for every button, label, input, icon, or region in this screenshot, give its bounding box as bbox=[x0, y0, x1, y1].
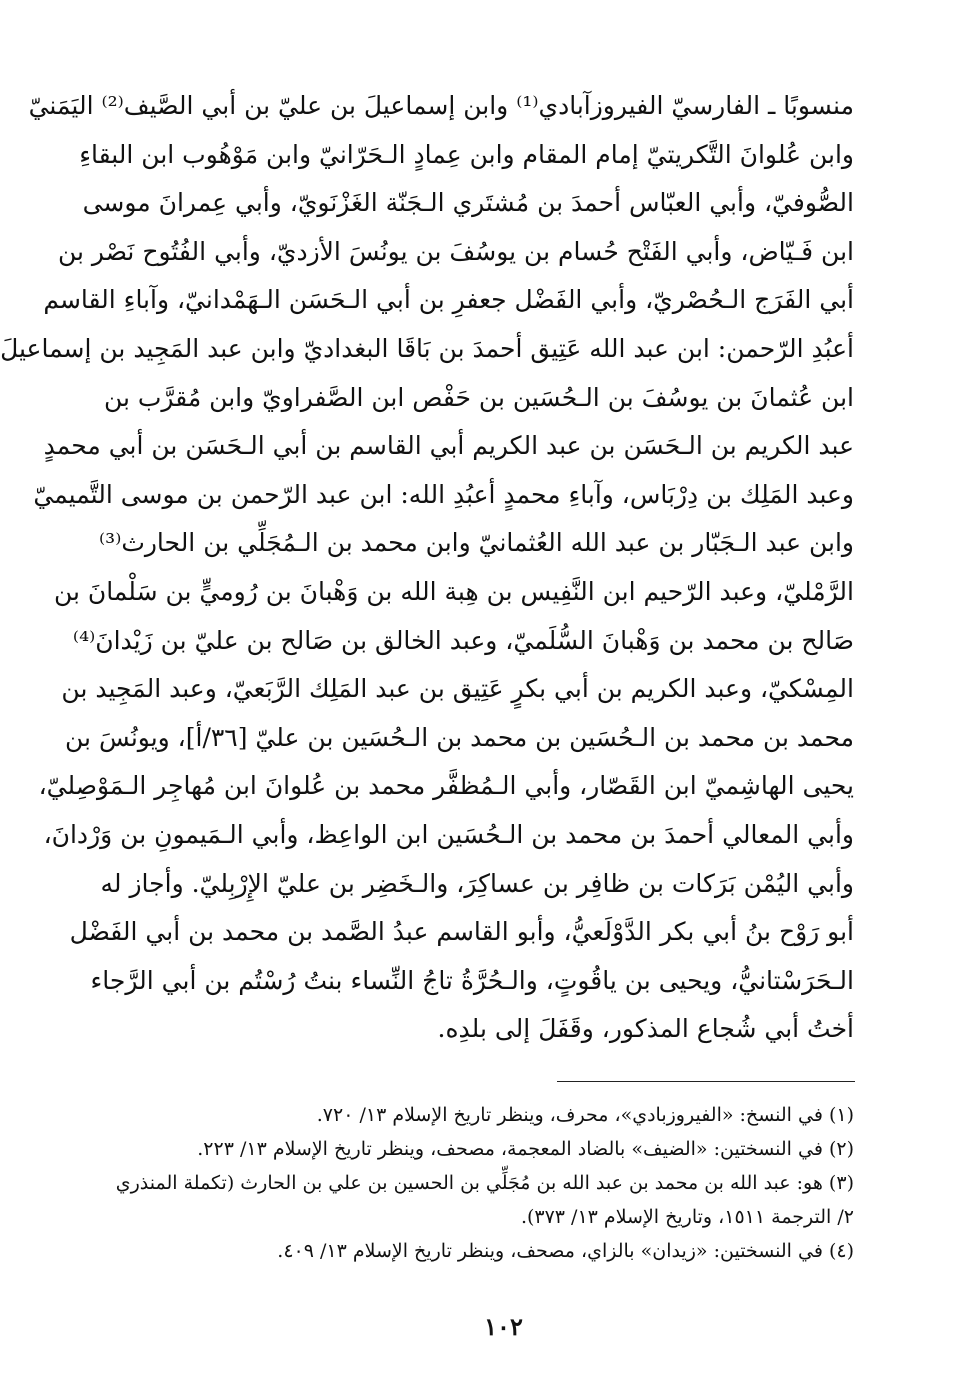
page-number: ١٠٢ bbox=[484, 1312, 523, 1341]
footnotes-block bbox=[115, 1098, 854, 1268]
text-line: محمد بن محمد بن الـحُسَين بن محمد بن الـحُسَين بن عليّ [٣٦/أ]، ويونُسَ بن bbox=[65, 722, 854, 752]
text-line: وأبي المعالي أحمدَ بن محمد بن الـحُسَين ابن الواعِظ، وأبي الـمَيمونِ بن وَرْدانَ، bbox=[43, 819, 854, 849]
text-line: وأبي اليُمْن بَرَكات بن ظافِر بن عساكِرَ، والـخَضِر بن عليّ الإِرْبِليّ. وأجاز له bbox=[100, 868, 854, 898]
footnote-2: (٢) في النسختين: «الضيف» بالضاد المعجمة، مصحف، وينظر تاريخ الإسلام ١٣/ ٢٢٣. bbox=[197, 1138, 854, 1160]
text-line: أبو رَوْح بنُ أبي بكر الدَّوْلَعيُّ، وأبو القاسم عبدُ الصَّمد بن محمد بن أبي الفَضْل bbox=[69, 917, 854, 947]
footnote-3: (٣) هو: عبد الله بن محمد بن عبد الله بن مُجَلِّي بن الحسين بن علي بن الحارث (تكملة المنذري bbox=[115, 1172, 854, 1194]
text-line: منسوبًا ـ الفارسيّ الفيروزآبادي⁽¹⁾ وابن إسماعيلَ بن عليّ بن أبي الصَّيف⁽²⁾ اليَمَنيّ bbox=[28, 91, 854, 120]
footnote-1: (١) في النسخ: «الفيروزبادي»، محرف، وينظر تاريخ الإسلام ١٣/ ٧٢٠. bbox=[316, 1104, 854, 1126]
text-line: الرَّمْليّ، وعبد الرّحيم ابن النَّفِيس بن هِبة الله بن وَهْبانَ بن رُوميٍّ بن سَلْمانَ بن bbox=[53, 576, 854, 606]
text-line: صَالح بن محمد بن وَهْبانَ السُّلَميّ، وعبد الخالق بن صَالح بن عليّ بن زَيْدانَ⁽⁴⁾ bbox=[72, 625, 854, 655]
text-line: الـحَرَسْتانيُّ، ويحيى بن ياقُوتٍ، والـحُرَّةُ تاجُ النِّساء بنتُ رُسْتُم بن أبي الرَّجاء bbox=[90, 965, 854, 995]
text-line: ابن فَـيّاض، وأبي الفَتْح حُسام بن يوسُفَ بن يونُسَ الأزديّ، وأبي الفُتُوح نَصْر بن bbox=[58, 236, 854, 266]
main-text-block bbox=[0, 82, 854, 1054]
text-line: ابن عُثمانَ بن يوسُفَ بن الـحُسَين بن حَفْص ابن الصَّفراويّ وابن مُقرَّب بن bbox=[103, 382, 854, 412]
text-line: يحيى الهاشِميّ ابن القَصّار، وأبي الـمُظفَّر محمد بن عُلوانَ ابن مُهاجِر الـمَوْصِليّ، bbox=[38, 771, 854, 801]
footnote-separator bbox=[557, 1081, 855, 1082]
footnote-4: (٤) في النسختين: «زيدان» بالزاي، مصحف، وينظر تاريخ الإسلام ١٣/ ٤٠٩. bbox=[277, 1240, 854, 1262]
text-line: عبد الكريم بن الـحَسَن بن عبد الكريم أبي القاسم بن أبي الـحَسَن بن أبي محمدٍ bbox=[43, 431, 854, 461]
footnote-3-continuation: ٢/ الترجمة ١٥١١، وتاريخ الإسلام ١٣/ ٣٧٣). bbox=[520, 1206, 854, 1228]
text-line: وابن عُلوانَ التَّكريتيّ إمام المقام وابن عِمادٍ الـحَرّانيّ وابن مَوْهُوب ابن البقاءِ bbox=[79, 139, 854, 169]
text-line: أبي الفَرَج الـحُصْريّ، وأبي الفَضْل جعفرِ بن أبي الـحَسَن الـهَمْدانيّ، وآباءِ القاسم bbox=[43, 285, 854, 315]
text-line: الصُّوفيّ، وأبي العبّاس أحمدَ بن مُشتَري الـجَنّة الغَزْنَويّ، وأبي عِمرانَ موسى bbox=[82, 188, 854, 218]
text-line: أختُ أبي شُجاع المذكور، وقَفَلَ إلى بلدِه. bbox=[437, 1014, 854, 1044]
text-line: أعبُدِ الرّحمن: ابن عبد الله عَتِيق أحمدَ بن بَاقَا البغداديّ وابن عبد المَجِيد بن إسماعيلَ bbox=[0, 333, 854, 363]
text-line: وابن عبد الـجَبّار بن عبد الله العُثمانيّ وابن محمد بن الـمُجَلِّي بن الحارث⁽³⁾ bbox=[99, 528, 854, 558]
text-line: وعبد المَلِك بن دِرْبَاس، وآباءِ محمدٍ أعبُدِ الله: ابن عبد الرّحمن بن موسى التَّميميّ bbox=[33, 479, 854, 509]
text-line: المِسْكيّ، وعبد الكريم بن أبي بكرٍ عَتِيق بن عبد المَلِك الرَّبَعيّ، وعبد المَجِيد بن bbox=[61, 674, 854, 704]
